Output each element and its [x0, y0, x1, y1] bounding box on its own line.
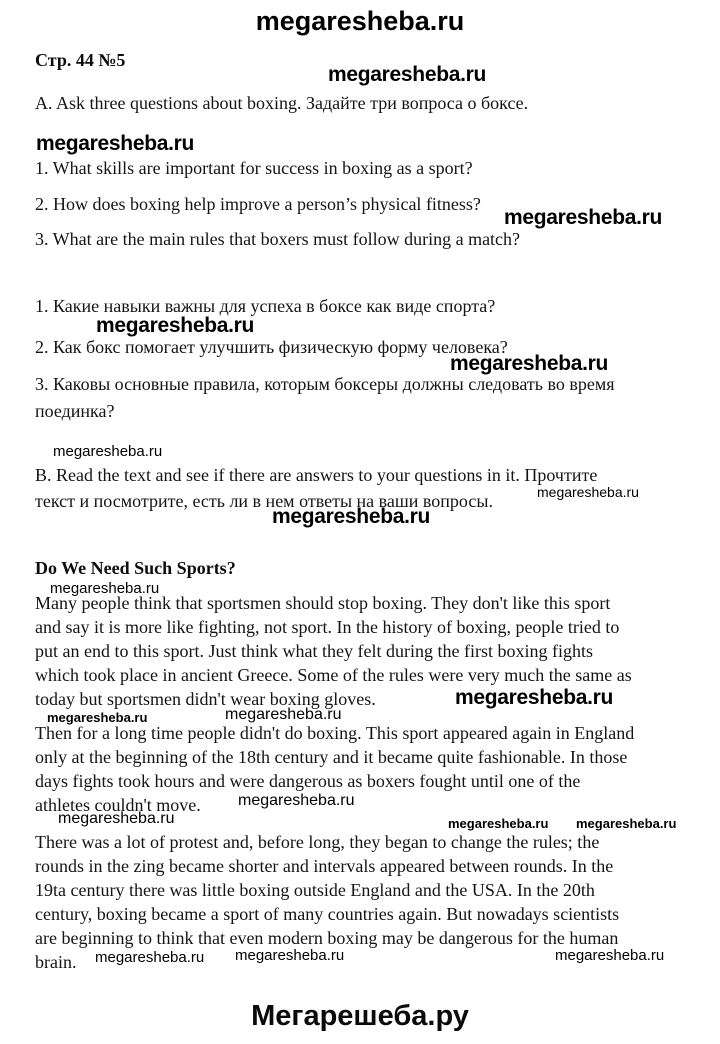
watermark: megaresheba.ru [504, 206, 663, 229]
question-en-3: 3. What are the main rules that boxers must follow during a match? [35, 229, 521, 249]
paragraph-line: put an end to this sport. Just think what they felt during the first boxing fights [35, 641, 593, 661]
watermark: megaresheba.ru [555, 947, 665, 964]
watermark: megaresheba.ru [225, 706, 342, 723]
question-en-2: 2. How does boxing help improve a person’s physical fitness? [35, 194, 481, 214]
question-ru-2: 2. Как бокс помогает улучшить физическую форму человека? [35, 337, 508, 357]
watermark: megaresheba.ru [328, 63, 487, 86]
watermark: megaresheba.ru [272, 505, 431, 528]
watermark: megaresheba.ru [238, 792, 355, 809]
paragraph-line: Many people think that sportsmen should stop boxing. They don't like this sport [35, 593, 611, 613]
watermark: megaresheba.ru [455, 686, 614, 709]
paragraph-line: 19ta century there was little boxing outside England and the USA. In the 20th [35, 880, 595, 900]
paragraph-line: days fights took hours and were dangerous as boxers fought until one of the [35, 771, 581, 791]
paragraph-line: brain. [35, 952, 77, 972]
question-ru-3-line: поединка? [35, 401, 115, 421]
task-b-line: текст и посмотрите, есть ли в нем ответы на ваши вопросы. [35, 491, 493, 511]
watermark: megaresheba.ru [95, 949, 205, 966]
paragraph-line: which took place in ancient Greece. Some of the rules were very much the same as [35, 665, 632, 685]
paragraph-line: There was a lot of protest and, before long, they began to change the rules; the [35, 832, 600, 852]
site-brand-footer: Мегарешеба.ру [251, 1000, 469, 1032]
article-title: Do We Need Such Sports? [35, 558, 236, 578]
site-brand-header: megaresheba.ru [255, 6, 465, 36]
question-ru-1: 1. Какие навыки важны для успеха в боксе как виде спорта? [35, 296, 496, 316]
paragraph-line: Then for a long time people didn't do boxing. This sport appeared again in England [35, 723, 635, 743]
watermark: megaresheba.ru [537, 484, 639, 500]
question-ru-3-line: 3. Каковы основные правила, которым боксеры должны следовать во время [35, 374, 615, 394]
watermark: megaresheba.ru [53, 443, 163, 460]
paragraph-line: today but sportsmen didn't wear boxing gloves. [35, 689, 376, 709]
watermark: megaresheba.ru [47, 710, 148, 725]
watermark: megaresheba.ru [58, 810, 175, 827]
paragraph-line: century, boxing became a sport of many countries again. But nowadays scientists [35, 904, 620, 924]
watermark: megaresheba.ru [450, 352, 609, 375]
paragraph-line: only at the beginning of the 18th century and it became quite fashionable. In those [35, 747, 628, 767]
watermark: megaresheba.ru [448, 816, 549, 831]
page-reference: Стр. 44 №5 [35, 50, 126, 70]
paragraph-line: rounds in the zing became shorter and intervals appeared between rounds. In the [35, 856, 614, 876]
watermark: megaresheba.ru [235, 947, 345, 964]
watermark: megaresheba.ru [576, 816, 677, 831]
task-a-instruction: A. Ask three questions about boxing. Задайте три вопроса о боксе. [35, 93, 529, 113]
watermark: megaresheba.ru [50, 580, 160, 597]
task-b-line: B. Read the text and see if there are answers to your questions in it. Прочтите [35, 465, 598, 485]
paragraph-line: are beginning to think that even modern boxing may be dangerous for the human [35, 928, 619, 948]
watermark: megaresheba.ru [36, 132, 195, 155]
question-ru-3 [35, 371, 615, 425]
question-en-1: 1. What skills are important for success in boxing as a sport? [35, 158, 473, 178]
paragraph-line: and say it is more like fighting, not sport. In the history of boxing, people tried to [35, 617, 620, 637]
paragraph-line: athletes couldn't move. [35, 795, 201, 815]
watermark: megaresheba.ru [96, 314, 255, 337]
